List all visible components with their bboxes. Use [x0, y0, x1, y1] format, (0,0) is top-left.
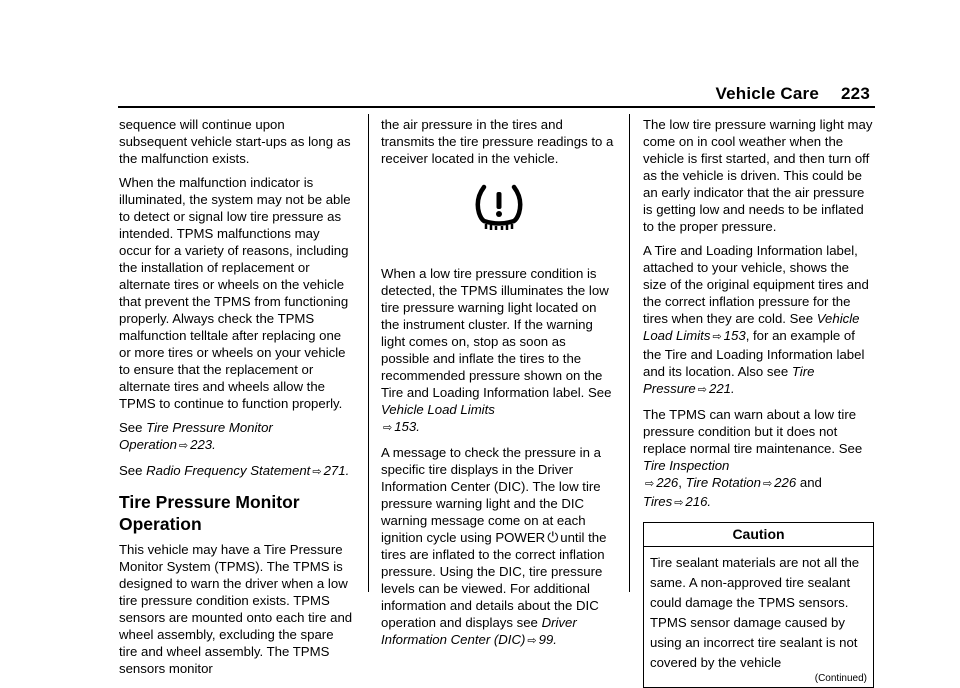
- paragraph: This vehicle may have a Tire Pressure Monitor System (TPMS). The TPMS is designed to warn the driver when a low tire pressure condition exists. TPMS sensors are mounted onto each tire and wheel assembly, excluding the spare tire and wheel assembly. The TPMS sensors monitor: [119, 542, 353, 676]
- header-rule: [118, 106, 875, 108]
- page-number: 223: [841, 84, 870, 103]
- paragraph: A message to check the pressure in a specific tire displays in the Driver Information Center (DIC). The low tire pressure warning light and the DIC warning message come on at each ignition cycle using POWER ⏻ until the tires are inflated to the correct inflation pressure. Using the DIC, tire pressure levels can be viewed. For additional information and details about the DIC operation and displays see Driver Information Center (DIC) ⇨ 99.: [381, 445, 607, 647]
- paragraph: A Tire and Loading Information label, attached to your vehicle, shows the size of the original equipment tires and the correct inflation pressure for the tires when they are cold. See Vehicle Load Limits ⇨ 153, for an example of the Tire and Loading Information label and its location. Also see Tire Pressure ⇨ 221.: [643, 243, 869, 396]
- continued-label: (Continued): [814, 673, 867, 684]
- section-heading: Tire Pressure Monitor Operation: [119, 492, 300, 534]
- column-divider: [368, 114, 369, 592]
- reference-link[interactable]: Tire Pressure Monitor Operation: [119, 420, 273, 452]
- reference-link[interactable]: Vehicle Load Limits: [381, 402, 495, 417]
- reference-page[interactable]: 99.: [538, 632, 557, 647]
- tire-pressure-warning-icon: [474, 183, 524, 231]
- caution-title: Caution: [644, 523, 873, 547]
- reference-page[interactable]: 223.: [190, 437, 216, 452]
- page-arrow-icon: ⇨: [697, 384, 707, 396]
- column-2: [381, 116, 617, 657]
- column-1: [119, 116, 355, 684]
- column-divider: [629, 114, 630, 592]
- caution-body: Tire sealant materials are not all the same. A non-approved tire sealant could damage the TPMS sensors. TPMS sensor damage caused by using an incorrect tire sealant is not covered by the vehicle: [650, 555, 860, 670]
- paragraph: sequence will continue upon subsequent vehicle start-ups as long as the malfunction exists.: [119, 117, 351, 166]
- reference-link[interactable]: Radio Frequency Statement: [146, 463, 311, 478]
- paragraph: When a low tire pressure condition is detected, the TPMS illuminates the low tire pressure warning light located on the instrument cluster. If the warning light comes on, stop as soon as possible and inflate the tires to the recommended pressure shown on the Tire and Loading Information label. See Vehicle Load Limits ⇨ 153.: [381, 266, 612, 434]
- page-arrow-icon: ⇨: [527, 635, 537, 647]
- reference-link[interactable]: Vehicle Load Limits: [643, 311, 860, 343]
- reference-page[interactable]: 221.: [709, 381, 735, 396]
- page-arrow-icon: ⇨: [712, 331, 722, 343]
- paragraph: When the malfunction indicator is illuminated, the system may not be able to detect or signal low tire pressure as intended. TPMS malfunctions may occur for a variety of reasons, including the installation of replacement or alternate tires or wheels on the vehicle that prevent the TPMS from functioning properly. Always check the TPMS malfunction telltale after replacing one or more tires or wheels on your vehicle to ensure that the replacement or alternate tires and wheels allow the TPMS to continue to function properly.: [119, 175, 351, 411]
- page-arrow-icon: ⇨: [178, 440, 189, 452]
- cross-reference: See Tire Pressure Monitor Operation ⇨ 223.: [119, 420, 273, 452]
- reference-page[interactable]: 271.: [323, 463, 350, 478]
- reference-link[interactable]: Tire Inspection: [643, 458, 730, 473]
- page-arrow-icon: ⇨: [762, 478, 773, 490]
- page-arrow-icon: ⇨: [312, 466, 322, 478]
- reference-link[interactable]: Driver Information Center (DIC): [381, 615, 577, 647]
- cross-reference: See Radio Frequency Statement ⇨ 271.: [119, 463, 350, 478]
- reference-link[interactable]: Tire Rotation: [685, 475, 761, 490]
- paragraph: the air pressure in the tires and transmits the tire pressure readings to a receiver located in the vehicle.: [381, 117, 614, 166]
- paragraph: The TPMS can warn about a low tire pressure condition but it does not replace normal tire maintenance. See Tire Inspection ⇨ 226, Tire Rotation ⇨ 226 and Tires ⇨ 216.: [643, 407, 863, 509]
- caution-box: [643, 522, 874, 688]
- section-title: Vehicle Care: [715, 84, 820, 103]
- page-arrow-icon: ⇨: [645, 478, 655, 490]
- reference-page[interactable]: 153.: [394, 419, 420, 434]
- page-arrow-icon: ⇨: [674, 497, 684, 509]
- reference-page[interactable]: 226: [774, 475, 797, 490]
- power-button-icon: ⏻: [547, 529, 559, 545]
- reference-link[interactable]: Tire Pressure: [643, 364, 815, 396]
- page-header: [716, 84, 871, 104]
- column-3: [643, 116, 875, 688]
- reference-page[interactable]: 216.: [685, 494, 712, 509]
- reference-page[interactable]: 226: [656, 475, 679, 490]
- page-arrow-icon: ⇨: [383, 422, 393, 434]
- paragraph: The low tire pressure warning light may come on in cool weather when the vehicle is first started, and then turn off as the vehicle is driven. This could be an early indicator that the air pressure is getting low and needs to be inflated to the proper pressure.: [643, 117, 873, 234]
- reference-page[interactable]: 153: [723, 328, 746, 343]
- reference-link[interactable]: Tires: [643, 494, 673, 509]
